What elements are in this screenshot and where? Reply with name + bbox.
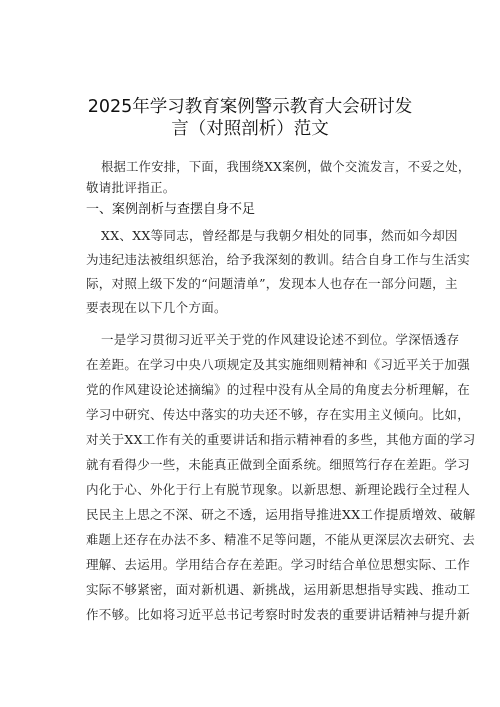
document-title-line-1: 2025年学习教育案例警示教育大会研讨发 (87, 97, 413, 117)
paragraph-line: 民民主上思之不深、研之不透，运用指导推进XX工作提质增效、破解 (86, 507, 476, 522)
intro-line: 敬请批评指正。 (86, 180, 176, 195)
paragraph-line: 实际不够紧密，面对新机遇、新挑战，运用新思想指导实践、推动工 (86, 582, 471, 597)
paragraph-line: 一是学习贯彻习近平关于党的作风建设论述不到位。学深悟透存 (101, 332, 460, 347)
intro-line: 根据工作安排，下面，我围绕XX案例，做个交流发言，不妥之处， (101, 160, 471, 174)
paragraph-line: 内化于心、外化于行上有脱节现象。以新思想、新理论践行全过程人 (86, 482, 471, 497)
paragraph-line: 党的作风建设论述摘编》的过程中没有从全局的角度去分析理解，在 (86, 382, 471, 397)
paragraph-line: 对关于XX工作有关的重要讲话和指示精神看的多些，其他方面的学习 (86, 432, 476, 447)
paragraph-line: XX、XX等同志，曾经都是与我朝夕相处的同事，然而如今却因 (101, 228, 458, 243)
paragraph-line: 要表现在以下几个方面。 (86, 300, 227, 315)
paragraph-line: 作不够。比如将习近平总书记考察时时发表的重要讲话精神与提升新 (86, 607, 471, 622)
paragraph-line: 难题上还存在办法不多、精准不足等问题，不能从更深层次去研究、去 (86, 533, 476, 547)
paragraph-line: 学习中研究、传达中落实的功夫还不够，存在实用主义倾向。比如， (86, 407, 471, 422)
document-title-line-2: 言（对照剖析）范文 (171, 119, 329, 139)
section-heading: 一、案例剖析与查摆自身不足 (86, 202, 256, 217)
paragraph-line: 为违纪违法被组织惩治，给予我深刻的教训。结合自身工作与生活实 (86, 252, 471, 267)
paragraph-line: 在差距。在学习中央八项规定及其实施细则精神和《习近平关于加强 (86, 357, 471, 372)
paragraph-line: 际，对照上级下发的“问题清单”，发现本人也存在一部分问题，主 (86, 276, 458, 291)
paragraph-line: 就有看得少一些，未能真正做到全面系统。细照笃行存在差距。学习 (86, 457, 471, 472)
paragraph-line: 理解、去运用。学用结合存在差距。学习时结合单位思想实际、工作 (86, 557, 471, 572)
